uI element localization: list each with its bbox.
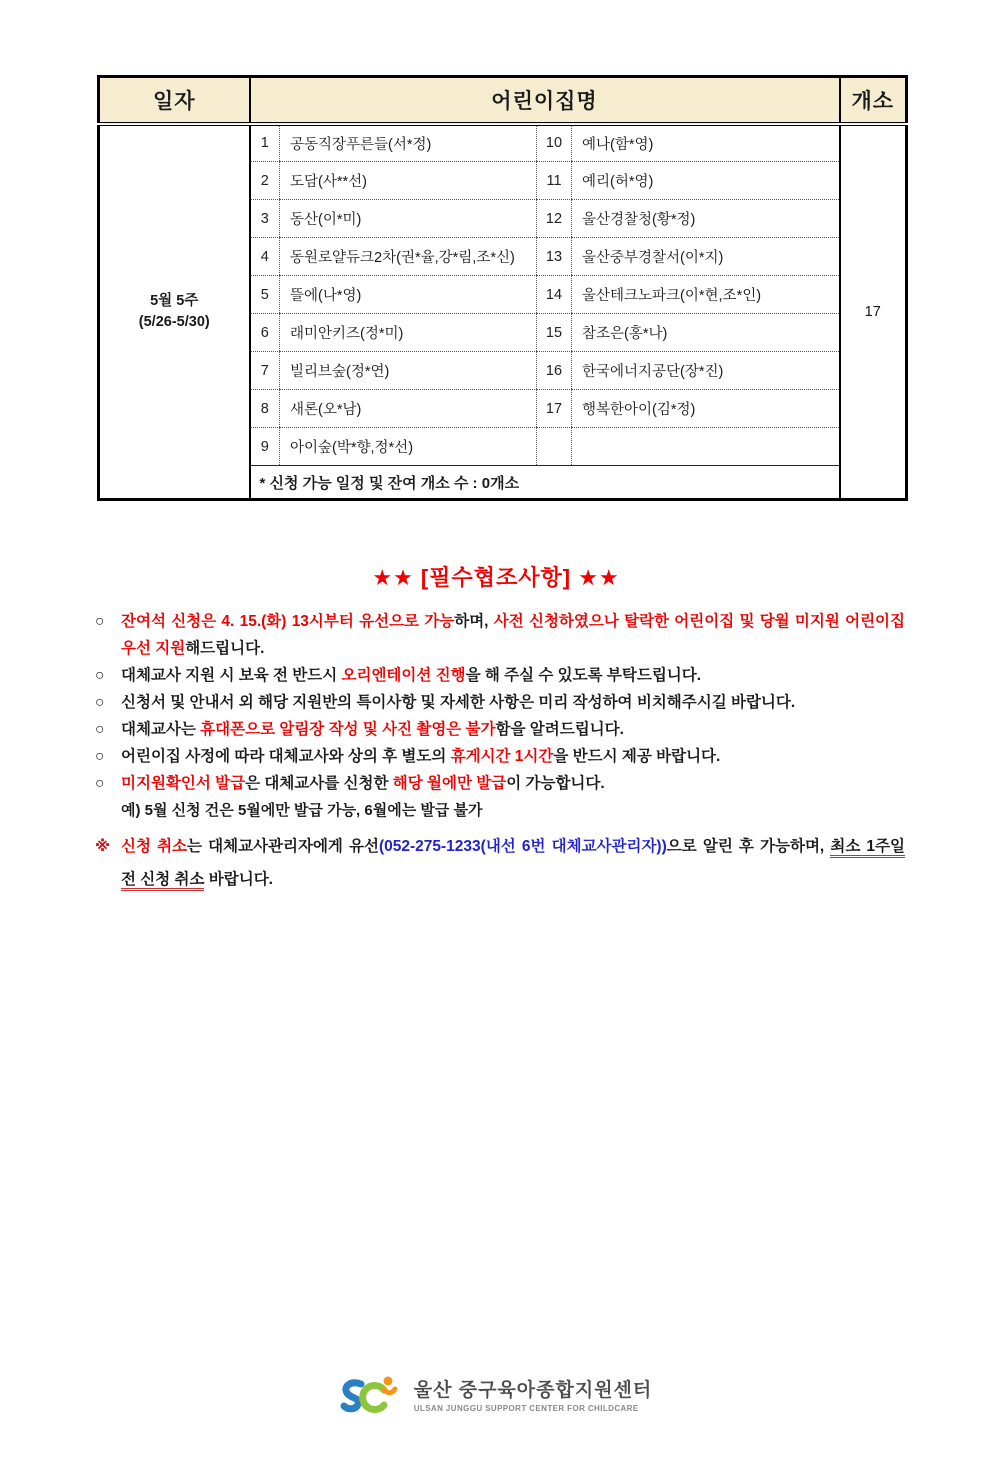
center-name: 공동직장푸른들(서*정): [280, 124, 537, 162]
center-name: 동원로얄듀크2차(권*율,강*림,조*신): [280, 238, 537, 276]
center-name: 동산(이*미): [280, 200, 537, 238]
center-name: 울산중부경찰서(이*지): [572, 238, 840, 276]
center-name: 뜰에(나*영): [280, 276, 537, 314]
circle-bullet-icon: ○: [95, 721, 105, 738]
table-header-row: [99, 77, 907, 124]
row-number: 1: [250, 124, 280, 162]
date-cell: [99, 124, 250, 500]
org-name-korean: 울산 중구육아종합지원센터: [413, 1380, 653, 1401]
center-name: 예리(허*영): [572, 162, 840, 200]
date-range: (5/26-5/30): [138, 313, 210, 330]
row-number: 8: [250, 390, 280, 428]
center-name: 한국에너지공단(장*진): [572, 352, 840, 390]
header-name: 어린이집명: [250, 77, 840, 124]
center-name: 빌리브숲(정*연): [280, 352, 537, 390]
notice-text: 예) 5월 신청 건은 5월에만 발급 가능, 6월에는 발급 불가: [121, 802, 483, 819]
row-number: 14: [537, 276, 572, 314]
notice-list: [95, 608, 905, 896]
date-week: 5월 5주: [150, 292, 199, 309]
notice-item: [95, 689, 905, 716]
org-name-english: ULSAN JUNGGU SUPPORT CENTER FOR CHILDCARE: [413, 1404, 639, 1413]
row-number: 6: [250, 314, 280, 352]
notice-example-line: [121, 797, 905, 824]
notice-text: 대체교사는 휴대폰으로 알림장 작성 및 사진 촬영은 불가함을 알려드립니다.: [121, 721, 624, 738]
center-name: 새론(오*남): [280, 390, 537, 428]
notice-text: 미지원확인서 발급은 대체교사를 신청한 해당 월에만 발급이 가능합니다.: [121, 775, 605, 792]
circle-bullet-icon: ○: [95, 748, 105, 765]
row-number: 15: [537, 314, 572, 352]
row-number: 17: [537, 390, 572, 428]
notice-item: [95, 608, 905, 662]
circle-bullet-icon: ○: [95, 694, 105, 711]
notice-item: [95, 743, 905, 770]
center-name: 참조은(홍*나): [572, 314, 840, 352]
row-number: 4: [250, 238, 280, 276]
center-name: 래미안키즈(정*미): [280, 314, 537, 352]
center-name: 아이숲(박*향,정*선): [280, 428, 537, 466]
notice-item: [95, 662, 905, 689]
row-number: 10: [537, 124, 572, 162]
org-logo-text: [414, 1375, 653, 1413]
notice-item-cancel: [95, 830, 905, 896]
row-number: 12: [537, 200, 572, 238]
notice-text: 신청서 및 안내서 외 해당 지원반의 특이사항 및 자세한 사항은 미리 작성하여 비치해주시길 바랍니다.: [121, 694, 796, 711]
center-name: 예나(함*영): [572, 124, 840, 162]
reference-mark-icon: ※: [95, 838, 111, 855]
row-number: 11: [537, 162, 572, 200]
header-count: 개소: [840, 77, 907, 124]
row-number: 9: [250, 428, 280, 466]
remaining-slots-note: * 신청 가능 일정 및 잔여 개소 수 : 0개소: [250, 466, 840, 500]
org-logo: [0, 1370, 992, 1418]
org-logo-icon: [340, 1370, 402, 1418]
circle-bullet-icon: ○: [95, 775, 105, 792]
center-name: 울산테크노파크(이*현,조*인): [572, 276, 840, 314]
notice-item: [95, 770, 905, 797]
schedule-table: [97, 75, 908, 501]
circle-bullet-icon: ○: [95, 613, 105, 630]
center-name: 도담(사**선): [280, 162, 537, 200]
center-name: 행복한아이(김*정): [572, 390, 840, 428]
row-number: 2: [250, 162, 280, 200]
notice-title: ★★ [필수협조사항] ★★: [372, 565, 620, 590]
notice-item: [95, 716, 905, 743]
circle-bullet-icon: ○: [95, 667, 105, 684]
notice-text: 어린이집 사정에 따라 대체교사와 상의 후 별도의 휴게시간 1시간을 반드시 제공 바랍니다.: [121, 748, 721, 765]
center-name: [572, 428, 840, 466]
row-number: [537, 428, 572, 466]
count-cell: 17: [840, 124, 907, 500]
notice-text: 신청 취소는 대체교사관리자에게 유선(052-275-1233(내선 6번 대체교사관리자))으로 알린 후 가능하며, 최소 1주일 전 신청 취소 바랍니다.: [121, 830, 905, 896]
row-number: 13: [537, 238, 572, 276]
row-number: 5: [250, 276, 280, 314]
row-number: 7: [250, 352, 280, 390]
table-row: [99, 124, 907, 162]
notice-text: 대체교사 지원 시 보육 전 반드시 오리엔테이션 진행을 해 주실 수 있도록 부탁드립니다.: [121, 667, 702, 684]
row-number: 3: [250, 200, 280, 238]
header-date: 일자: [99, 77, 250, 124]
row-number: 16: [537, 352, 572, 390]
center-name: 울산경찰청(황*정): [572, 200, 840, 238]
notice-text: 잔여석 신청은 4. 15.(화) 13시부터 유선으로 가능하며, 사전 신청하였으나 탈락한 어린이집 및 당월 미지원 어린이집 우선 지원해드립니다.: [121, 613, 905, 657]
